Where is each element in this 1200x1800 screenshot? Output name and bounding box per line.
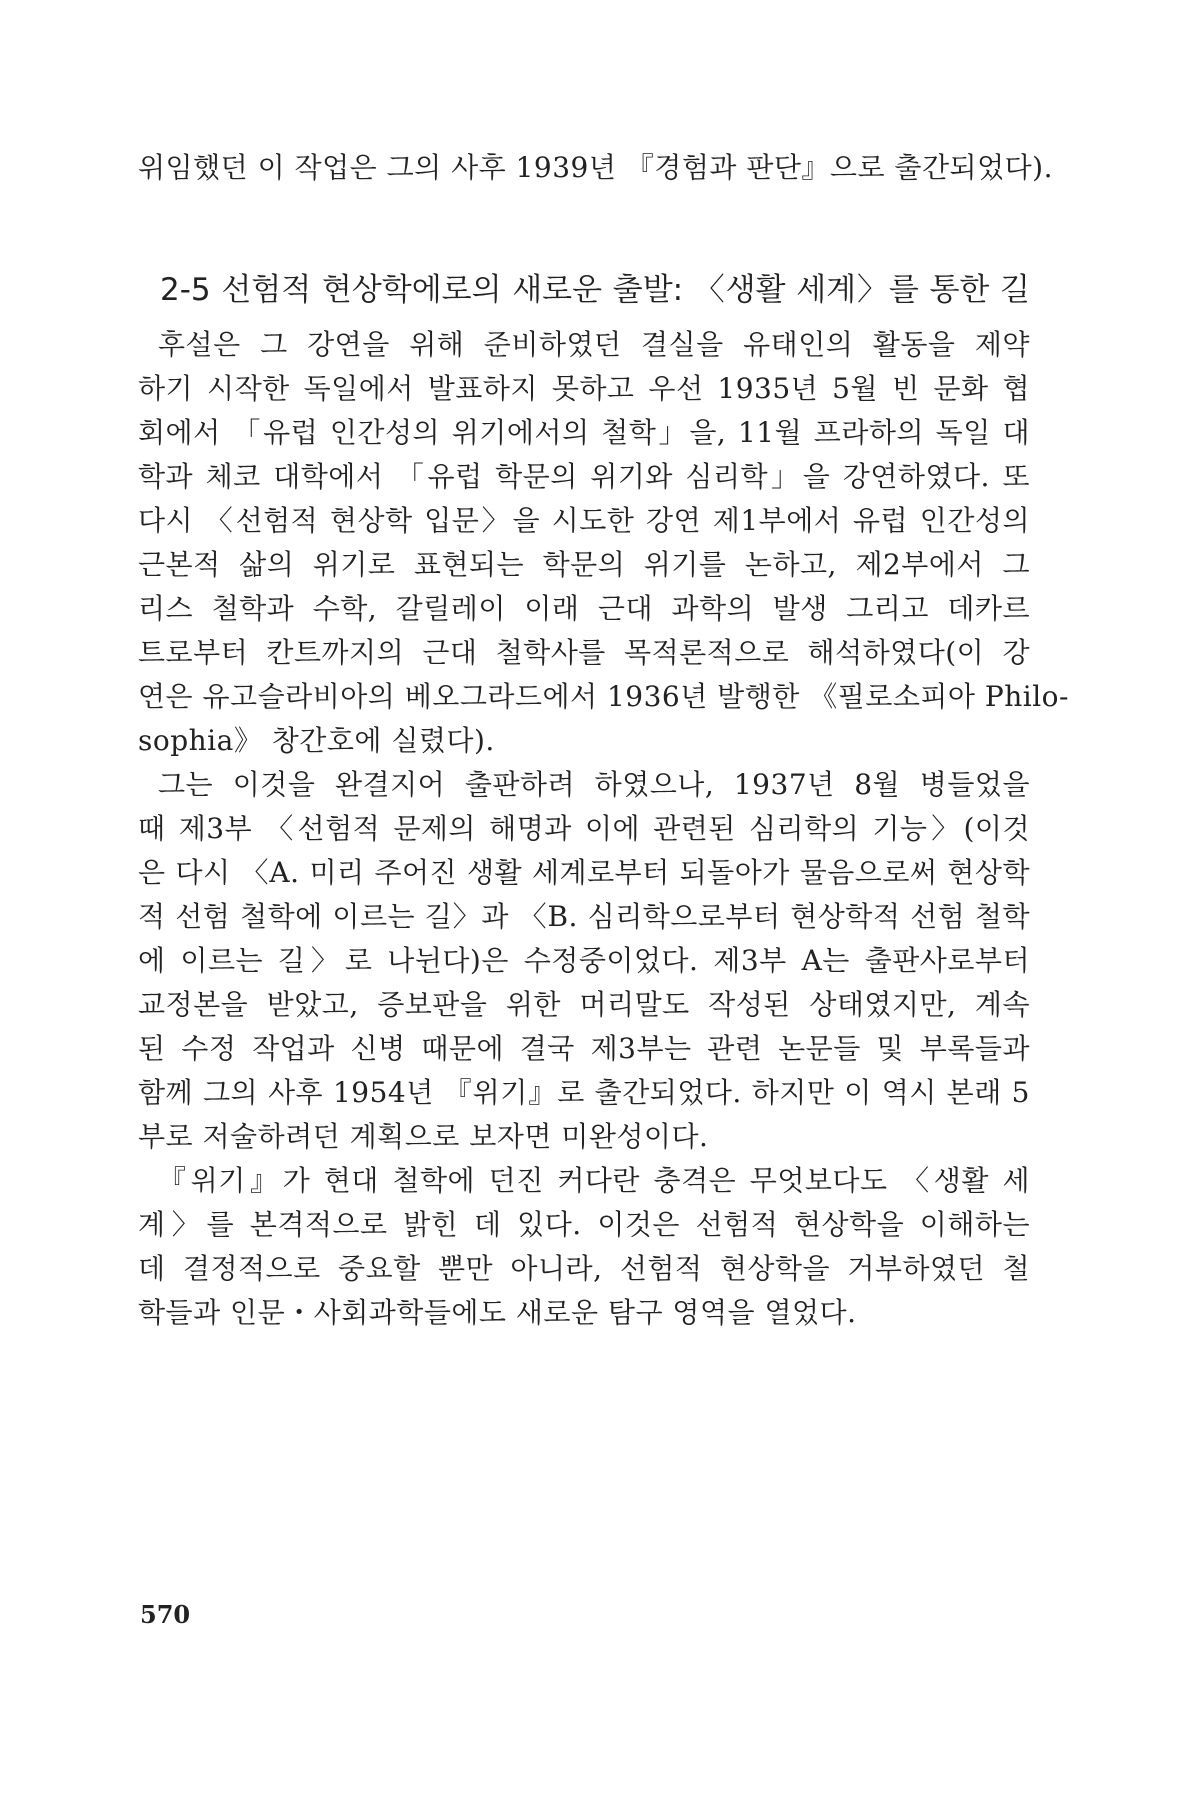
- paragraph-line: 하기 시작한 독일에서 발표하지 못하고 우선 1935년 5월 빈 문화 협: [138, 372, 1030, 405]
- paragraph-line: 근본적 삶의 위기로 표현되는 학문의 위기를 논하고, 제2부에서 그: [138, 548, 1030, 581]
- paragraph-line: 『위기』가 현대 철학에 던진 커다란 충격은 무엇보다도 〈생활 세: [158, 1164, 1030, 1197]
- paragraph-line: 때 제3부 〈선험적 문제의 해명과 이에 관련된 심리학의 기능〉(이것: [138, 812, 1030, 845]
- paragraph-line: 학과 체코 대학에서 「유럽 학문의 위기와 심리학」을 강연하였다. 또: [138, 460, 1030, 493]
- paragraph-line: 적 선험 철학에 이르는 길〉과 〈B. 심리학으로부터 현상학적 선험 철학: [138, 900, 1030, 933]
- paragraph-line: 교정본을 받았고, 증보판을 위한 머리말도 작성된 상태였지만, 계속: [138, 988, 1030, 1021]
- continuation-line: 위임했던 이 작업은 그의 사후 1939년 『경험과 판단』으로 출간되었다).: [138, 151, 1053, 184]
- paragraph-line: 회에서 「유럽 인간성의 위기에서의 철학」을, 11월 프라하의 독일 대: [138, 416, 1030, 449]
- paragraph-line: 후설은 그 강연을 위해 준비하였던 결실을 유태인의 활동을 제약: [158, 328, 1030, 361]
- paragraph-line: 부로 저술하려던 계획으로 보자면 미완성이다.: [138, 1120, 709, 1153]
- paragraph-line: 그는 이것을 완결지어 출판하려 하였으나, 1937년 8월 병들었을: [158, 768, 1030, 801]
- paragraph-line: 트로부터 칸트까지의 근대 철학사를 목적론적으로 해석하였다(이 강: [138, 636, 1030, 669]
- paragraph-line: 된 수정 작업과 신병 때문에 결국 제3부는 관련 논문들 및 부록들과: [138, 1032, 1030, 1065]
- paragraph-line: 리스 철학과 수학, 갈릴레이 이래 근대 과학의 발생 그리고 데카르: [138, 592, 1030, 625]
- paragraph-line: 연은 유고슬라비아의 베오그라드에서 1936년 발행한 《필로소피아 Philo-: [138, 680, 1069, 713]
- paragraph-line: 함께 그의 사후 1954년 『위기』로 출간되었다. 하지만 이 역시 본래 5: [138, 1076, 1030, 1109]
- page-number: 570: [140, 1600, 191, 1629]
- paragraph-line: 다시 〈선험적 현상학 입문〉을 시도한 강연 제1부에서 유럽 인간성의: [138, 504, 1030, 537]
- paragraph-line: sophia》 창간호에 실렸다).: [138, 724, 495, 757]
- paragraph-line: 은 다시 〈A. 미리 주어진 생활 세계로부터 되돌아가 물음으로써 현상학: [138, 856, 1030, 889]
- paragraph-line: 에 이르는 길〉로 나뉜다)은 수정중이었다. 제3부 A는 출판사로부터: [138, 944, 1030, 977]
- paragraph-line: 학들과 인문・사회과학들에도 새로운 탐구 영역을 열었다.: [138, 1296, 857, 1329]
- section-heading: 2-5 선험적 현상학에로의 새로운 출발: 〈생활 세계〉를 통한 길: [160, 272, 1030, 308]
- paragraph-line: 계〉를 본격적으로 밝힌 데 있다. 이것은 선험적 현상학을 이해하는: [138, 1208, 1030, 1241]
- paragraph-line: 데 결정적으로 중요할 뿐만 아니라, 선험적 현상학을 거부하였던 철: [138, 1252, 1030, 1285]
